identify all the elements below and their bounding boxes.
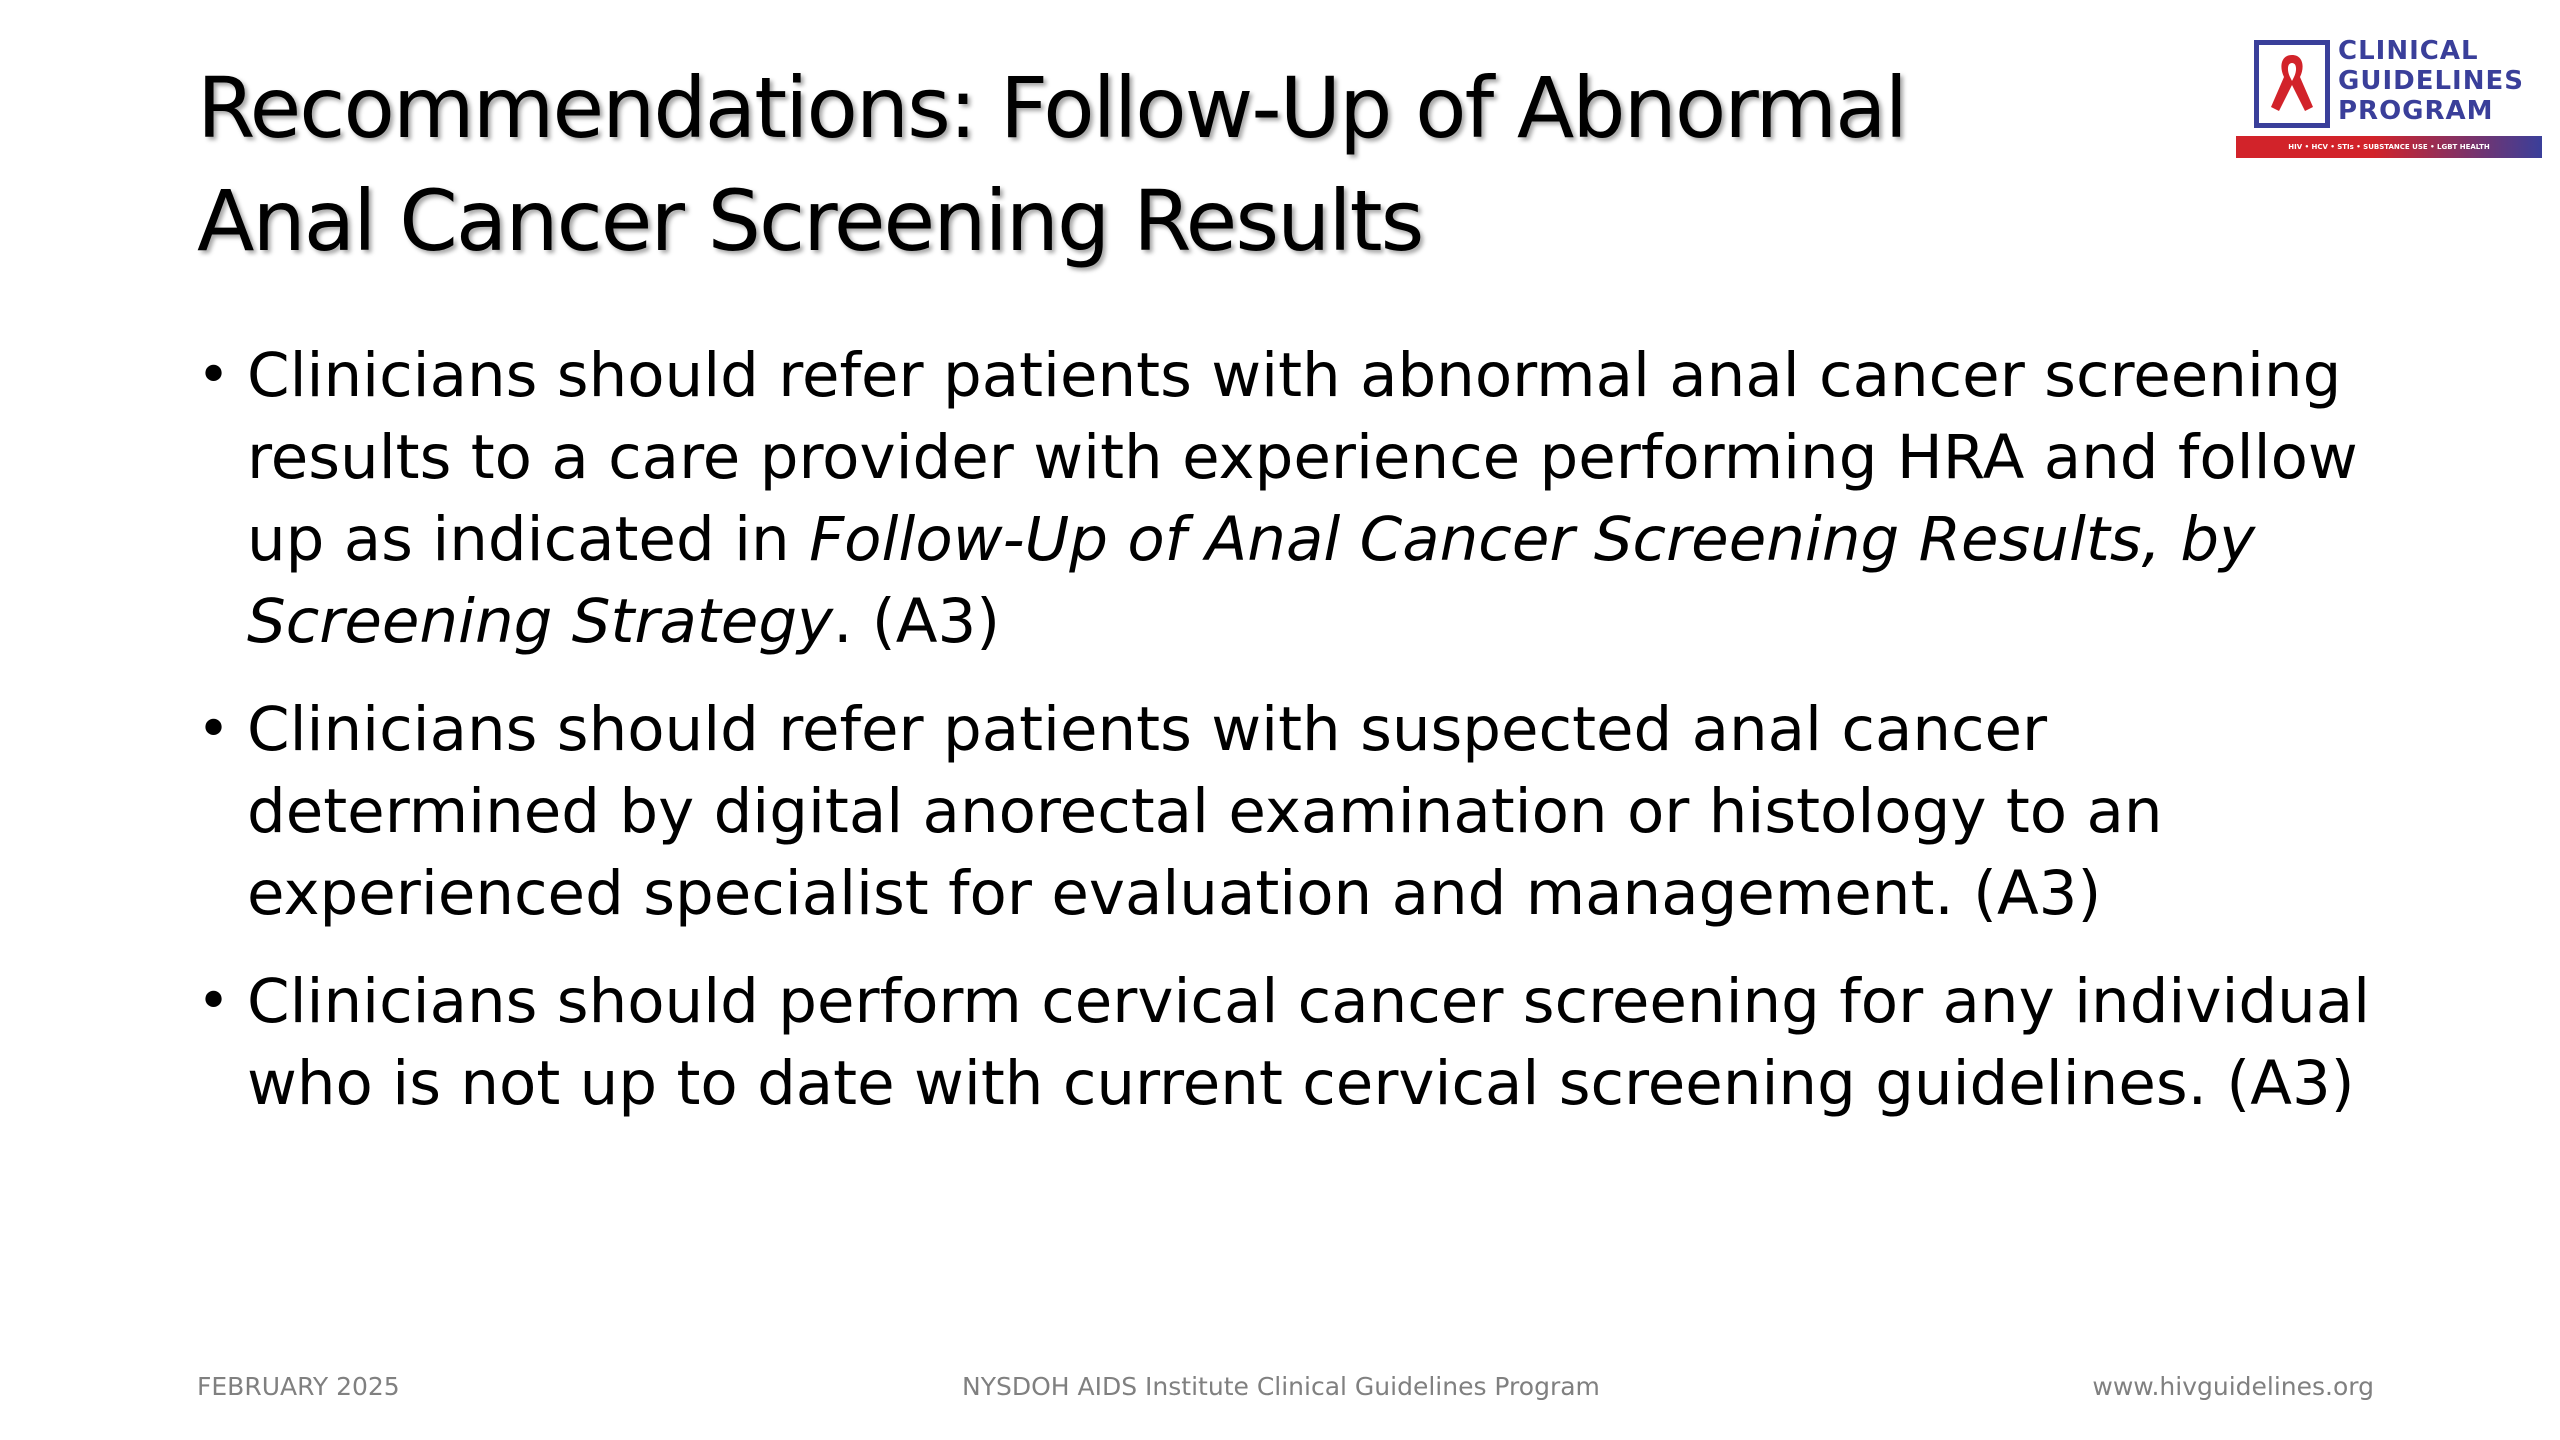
clinical-guidelines-program-logo — [2236, 36, 2542, 160]
logo-tagline-bar — [2236, 136, 2542, 158]
slide-title-line-1: Recommendations: Follow-Up of Abnormal — [197, 59, 1906, 157]
logo-badge — [2254, 40, 2330, 128]
recommendation-line: who is not up to date with current cervical screening guidelines. (A3) — [247, 1048, 2355, 1119]
footer-program: NYSDOH AIDS Institute Clinical Guidelines Program — [962, 1372, 1600, 1401]
red-ribbon-icon — [2259, 45, 2325, 123]
recommendation-item — [197, 689, 2397, 935]
recommendation-item — [197, 961, 2397, 1125]
slide-title — [197, 52, 2147, 278]
footer-url: www.hivguidelines.org — [2092, 1372, 2374, 1401]
reference-title: Follow-Up of Anal Cancer Screening Results, by — [809, 504, 2256, 575]
recommendation-line: results to a care provider with experience performing HRA and follow — [247, 422, 2358, 493]
logo-line-program: PROGRAM — [2338, 96, 2494, 126]
recommendation-item — [197, 335, 2397, 663]
recommendation-line — [247, 581, 2397, 663]
recommendation-list — [197, 335, 2397, 1151]
slide-title-line-2: Anal Cancer Screening Results — [197, 172, 1423, 270]
logo-line-clinical: CLINICAL — [2338, 36, 2479, 66]
recommendation-rating: . (A3) — [833, 586, 1001, 657]
logo-tagline: HIV • HCV • STIs • SUBSTANCE USE • LGBT HEALTH — [2288, 143, 2490, 151]
logo-wordmark — [2338, 36, 2538, 126]
recommendation-line — [247, 499, 2397, 581]
reference-title: Screening Strategy — [247, 586, 834, 657]
recommendation-line: Clinicians should refer patients with suspected anal cancer — [247, 694, 2048, 765]
bullet-icon: • — [197, 697, 231, 762]
recommendation-line: determined by digital anorectal examination or histology to an — [247, 776, 2163, 847]
bullet-icon: • — [197, 969, 231, 1034]
bullet-icon: • — [197, 343, 231, 408]
recommendation-line: experienced specialist for evaluation and management. (A3) — [247, 858, 2102, 929]
recommendation-line: Clinicians should refer patients with abnormal anal cancer screening — [247, 340, 2342, 411]
recommendation-line: Clinicians should perform cervical cancer screening for any individual — [247, 966, 2371, 1037]
logo-line-guidelines: GUIDELINES — [2338, 66, 2524, 96]
recommendation-text: up as indicated in — [247, 504, 810, 575]
footer-date: FEBRUARY 2025 — [197, 1372, 400, 1401]
